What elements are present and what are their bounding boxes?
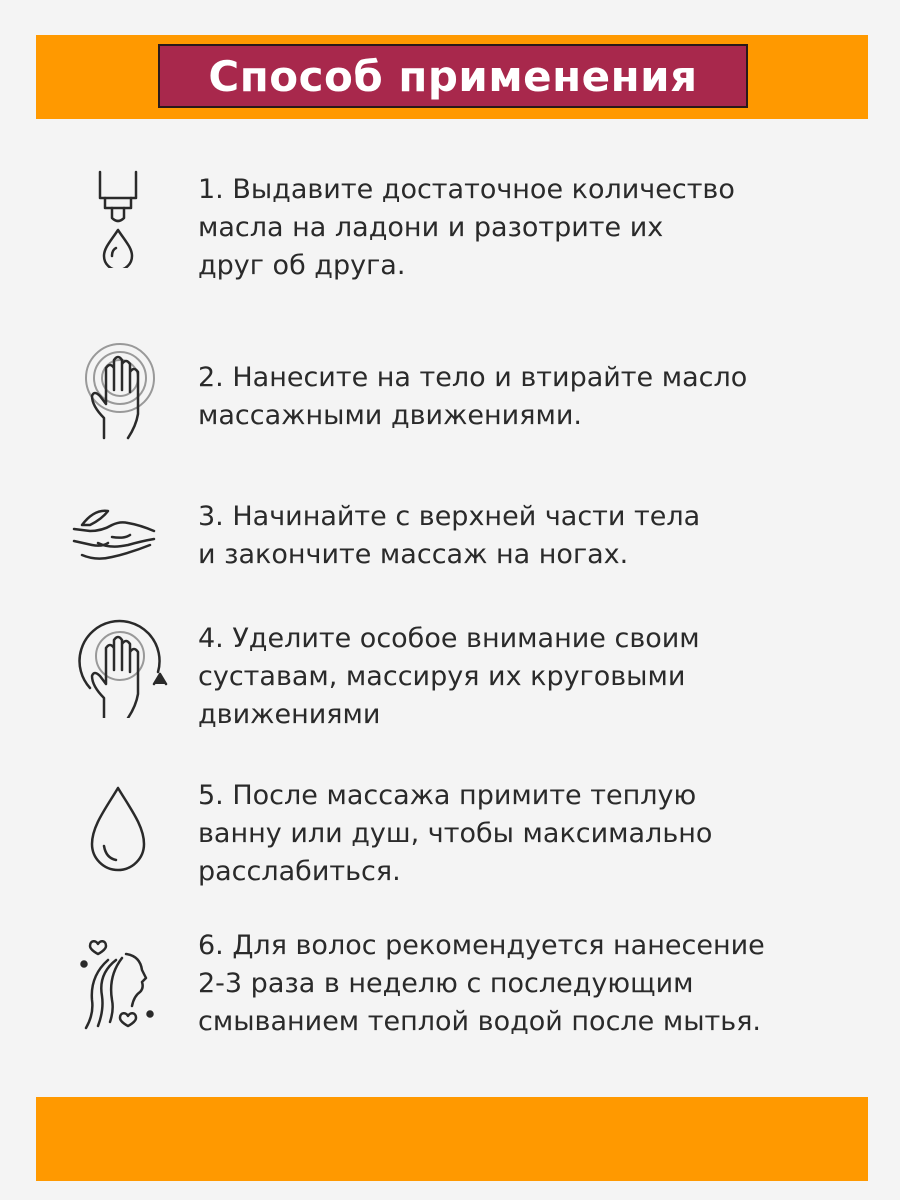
drop-icon bbox=[68, 782, 168, 882]
step-6-text: 6. Для волос рекомендуется нанесение 2-3 раза в неделю с последующим смыванием теплой водой после мытья. bbox=[198, 930, 765, 1037]
page-title: Способ применения bbox=[208, 51, 698, 101]
step-4-text: 4. Уделите особое внимание своим суставам, массируя их круговыми движениями bbox=[198, 623, 700, 730]
step-5-text: 5. После массажа примите теплую ванну или душ, чтобы максимально расслабиться. bbox=[198, 780, 713, 887]
title-box bbox=[158, 44, 748, 108]
hand-circular-icon bbox=[68, 618, 168, 718]
dropper-icon bbox=[68, 168, 168, 268]
step-2-text: 2. Нанесите на тело и втирайте масло массажными движениями. bbox=[198, 362, 748, 431]
hand-touch-icon bbox=[68, 340, 168, 440]
step-1-text: 1. Выдавите достаточное количество масла на ладони и разотрите их друг об друга. bbox=[198, 174, 735, 281]
step-3-text: 3. Начинайте с верхней части тела и закончите массаж на ногах. bbox=[198, 501, 701, 570]
open-palm-icon bbox=[68, 485, 168, 585]
bottom-banner bbox=[36, 1097, 868, 1181]
hair-care-icon bbox=[68, 930, 168, 1030]
